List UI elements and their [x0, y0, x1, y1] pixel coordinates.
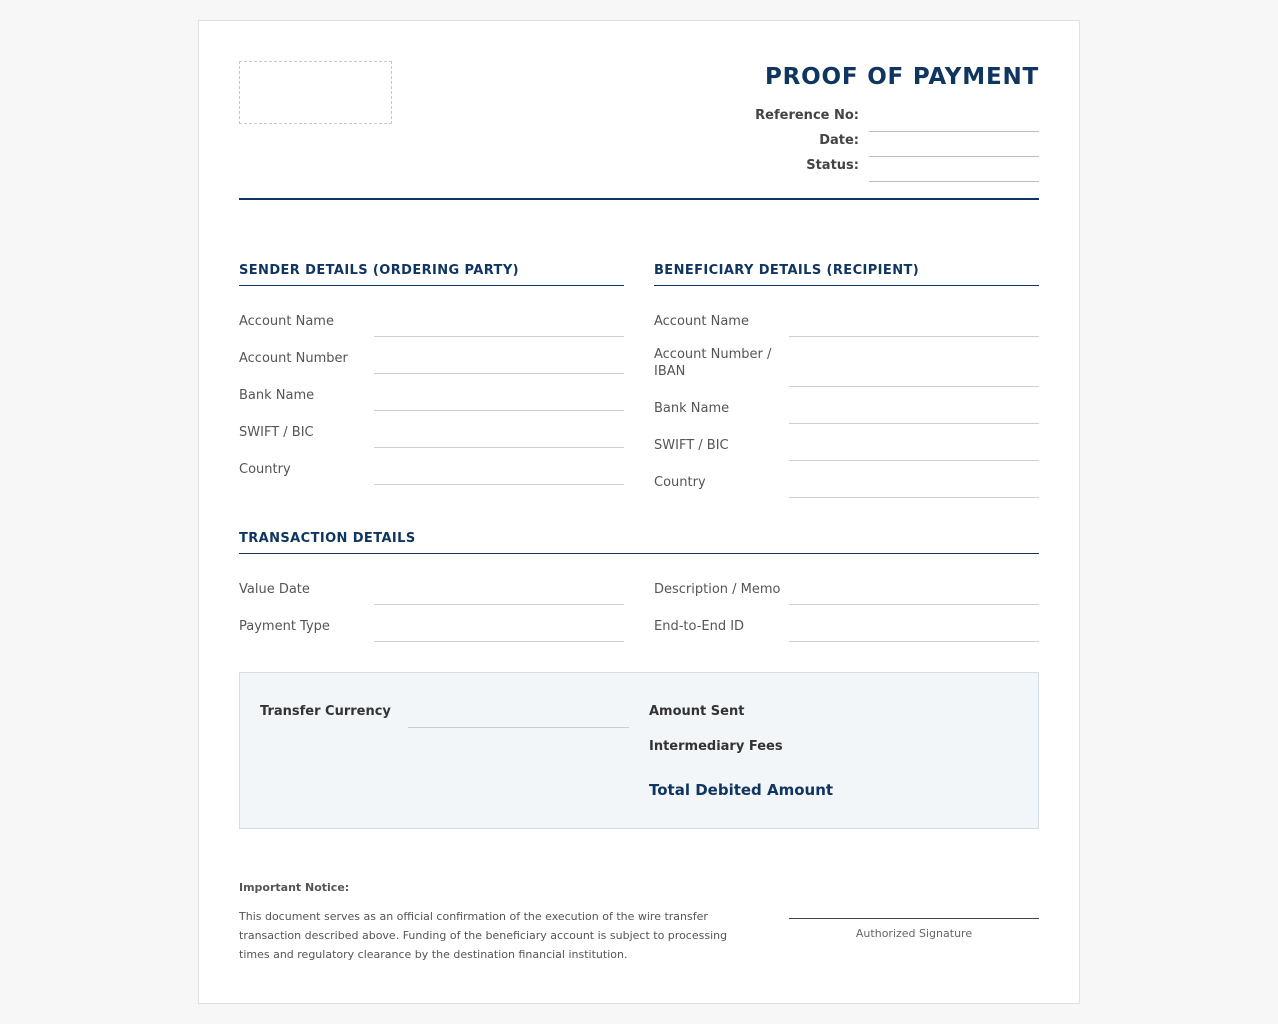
- date-field[interactable]: [869, 144, 1039, 157]
- beneficiary-swift-field[interactable]: [789, 460, 1039, 461]
- intermediary-fees-label: Intermediary Fees: [649, 739, 783, 754]
- sender-country-label: Country: [239, 462, 291, 477]
- sender-account-number-label: Account Number: [239, 351, 348, 366]
- transfer-currency-field[interactable]: [408, 727, 629, 728]
- beneficiary-account-name-label: Account Name: [654, 314, 749, 329]
- reference-label: Reference No:: [755, 108, 859, 123]
- signature-label: Authorized Signature: [855, 927, 973, 940]
- beneficiary-country-label: Country: [654, 475, 706, 490]
- beneficiary-account-number-field[interactable]: [789, 386, 1039, 387]
- sender-section-title: SENDER DETAILS (ORDERING PARTY): [239, 263, 624, 286]
- status-field[interactable]: [869, 169, 1039, 182]
- end-to-end-id-label: End-to-End ID: [654, 619, 745, 634]
- reference-field[interactable]: [869, 119, 1039, 132]
- payment-document: [198, 20, 1080, 1004]
- date-label: Date:: [819, 133, 859, 148]
- beneficiary-account-name-field[interactable]: [789, 336, 1039, 337]
- logo-placeholder: [239, 61, 392, 124]
- end-to-end-id-field[interactable]: [789, 641, 1039, 642]
- transaction-section-title: TRANSACTION DETAILS: [239, 531, 1039, 554]
- beneficiary-bank-name-label: Bank Name: [654, 401, 730, 416]
- beneficiary-bank-name-field[interactable]: [789, 423, 1039, 424]
- sender-swift-label: SWIFT / BIC: [239, 425, 314, 440]
- sender-country-field[interactable]: [374, 484, 624, 485]
- sender-account-name-label: Account Name: [239, 314, 334, 329]
- sender-account-number-field[interactable]: [374, 373, 624, 374]
- description-memo-field[interactable]: [789, 604, 1039, 605]
- sender-account-name-field[interactable]: [374, 336, 624, 337]
- reference-row: [739, 108, 1039, 133]
- sender-bank-name-field[interactable]: [374, 410, 624, 411]
- signature-line[interactable]: [789, 918, 1039, 919]
- transfer-currency-label: Transfer Currency: [260, 704, 391, 719]
- beneficiary-country-field[interactable]: [789, 497, 1039, 498]
- beneficiary-account-number-label: Account Number / IBAN: [654, 347, 772, 379]
- sender-bank-name-label: Bank Name: [239, 388, 315, 403]
- beneficiary-section-title: BENEFICIARY DETAILS (RECIPIENT): [654, 263, 1039, 286]
- total-debited-label: Total Debited Amount: [649, 781, 834, 799]
- notice-text: This document serves as an official confirmation of the execution of the wire transfer transaction described above. Funding of the beneficiary account is subject to processing times and regulatory clearance by the destination financial institution.: [239, 910, 728, 961]
- status-label: Status:: [806, 158, 859, 173]
- status-row: [739, 158, 1039, 183]
- document-title: PROOF OF PAYMENT: [765, 64, 1039, 90]
- payment-type-field[interactable]: [374, 641, 624, 642]
- description-memo-label: Description / Memo: [654, 582, 781, 597]
- notice-title: Important Notice:: [239, 881, 350, 894]
- value-date-field[interactable]: [374, 604, 624, 605]
- amount-sent-label: Amount Sent: [649, 704, 745, 719]
- payment-type-label: Payment Type: [239, 619, 330, 634]
- beneficiary-swift-label: SWIFT / BIC: [654, 438, 729, 453]
- date-row: [739, 133, 1039, 158]
- header-divider: [239, 198, 1039, 200]
- sender-swift-field[interactable]: [374, 447, 624, 448]
- value-date-label: Value Date: [239, 582, 310, 597]
- amount-summary-box: [239, 672, 1039, 829]
